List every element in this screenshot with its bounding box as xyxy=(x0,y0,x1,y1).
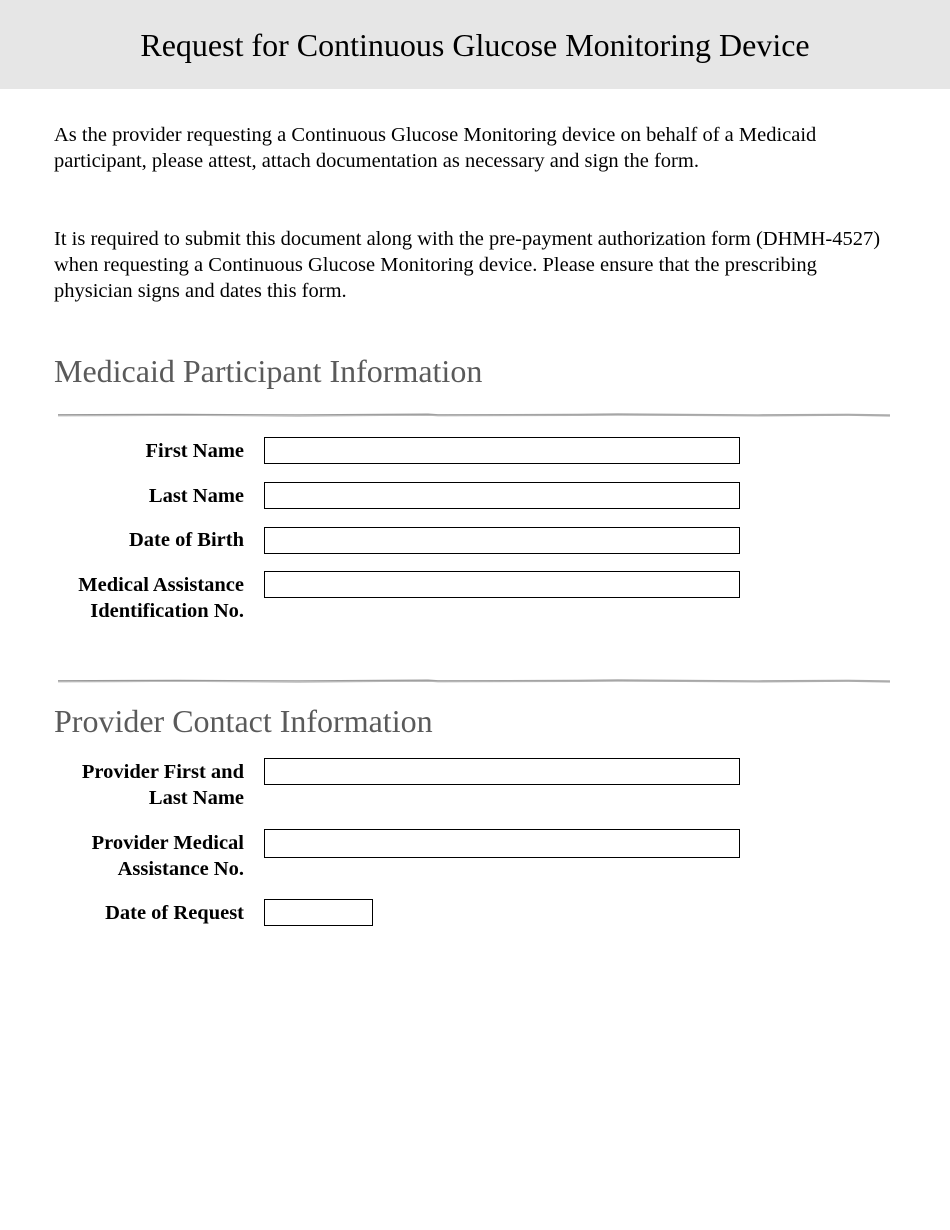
provider-ma-no-label-line2: Assistance No. xyxy=(117,858,244,880)
provider-section-title: Provider Contact Information xyxy=(54,703,433,739)
date-of-request-input[interactable] xyxy=(264,899,373,926)
provider-name-label-line1: Provider First and xyxy=(81,761,244,783)
first-name-label: First Name xyxy=(145,440,244,462)
provider-ma-no-input[interactable] xyxy=(264,829,740,858)
date-of-birth-label: Date of Birth xyxy=(128,529,244,551)
section-divider xyxy=(58,679,890,683)
section-divider xyxy=(58,413,890,417)
ma-id-input[interactable] xyxy=(264,571,740,598)
provider-name-input[interactable] xyxy=(264,758,740,785)
intro-paragraph-1: As the provider requesting a Continuous Glucose Monitoring device on behalf of a Medicaid participant, please attest, attach documentation as necessary and sign the form. xyxy=(54,124,817,172)
provider-ma-no-label-line1: Provider Medical xyxy=(91,832,244,854)
ma-id-label-line1: Medical Assistance xyxy=(78,574,244,596)
last-name-input[interactable] xyxy=(264,482,740,509)
date-of-birth-input[interactable] xyxy=(264,527,740,554)
form-title: Request for Continuous Glucose Monitoring Device xyxy=(140,26,810,63)
date-of-request-label: Date of Request xyxy=(105,902,244,924)
last-name-label: Last Name xyxy=(148,485,244,507)
first-name-input[interactable] xyxy=(264,437,740,464)
intro-paragraph-2: It is required to submit this document along with the pre-payment authorization form (DHMH-4527) when requesting a Continuous Glucose Monitoring device. Please ensure that the prescribing physician signs and dates this form. xyxy=(54,228,881,302)
provider-name-label-line2: Last Name xyxy=(148,787,244,809)
participant-section-title: Medicaid Participant Information xyxy=(54,353,483,389)
ma-id-label-line2: Identification No. xyxy=(90,600,244,622)
form-header xyxy=(0,0,950,89)
